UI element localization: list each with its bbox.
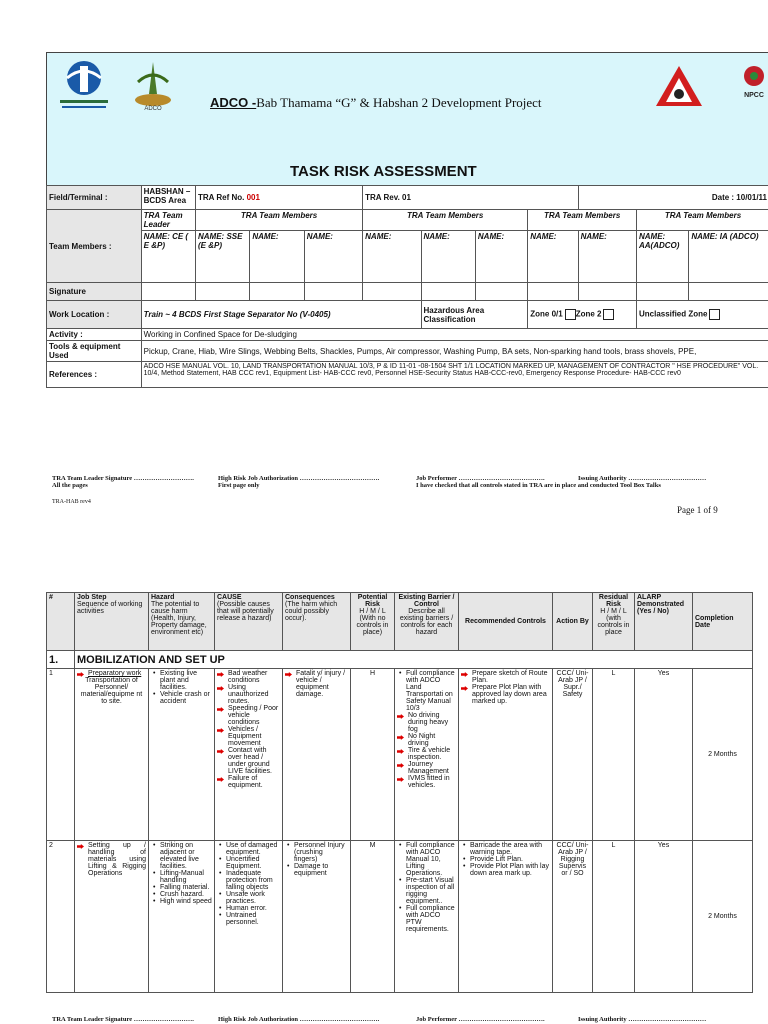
col-desc: (Possible causes that will potentially release a hazard): [217, 601, 274, 622]
alarp-cell: Yes: [635, 841, 693, 993]
list-item: • Use of damaged equipment.: [226, 842, 280, 856]
high-risk-authorization-line: High Risk Job Authorization ……………………………….: [218, 475, 380, 482]
project-name: Bab Thamama “G” & Habshan 2 Development Project: [256, 95, 542, 110]
list-item: • Striking on adjacent or elevated live facilities.: [160, 842, 212, 870]
hazard-cell: [149, 669, 215, 841]
col-title: Job Step: [77, 594, 107, 601]
team-members-header-3: TRA Team Members: [528, 210, 637, 231]
job-performer-line: Job Performer ………………………………….: [416, 475, 545, 482]
signature-cell[interactable]: [363, 283, 421, 301]
field-label: Field/Terminal :: [47, 186, 142, 210]
company-logo: [52, 58, 116, 120]
team-name-cell: NAME: IA (ADCO): [689, 231, 768, 283]
list-item: • Personnel Injury (crushing fingers): [294, 842, 348, 863]
org-name: ADCO -: [210, 95, 257, 110]
team-name-cell: NAME:: [304, 231, 362, 283]
high-risk-authorization-line-2: High Risk Job Authorization ……………………………….: [218, 1016, 380, 1023]
col-header-existing-barrier: [395, 593, 459, 651]
col-title: ALARP Demonstrated (Yes / No): [637, 594, 685, 615]
list-item: • Pre-start Visual inspection of all rigging equipment..: [406, 877, 456, 905]
list-item: No Night driving: [408, 733, 456, 747]
job-step-cell: [75, 841, 149, 993]
tra-ref: [196, 186, 363, 210]
document-title: TASK RISK ASSESSMENT: [290, 163, 477, 180]
col-header-consequences: [283, 593, 351, 651]
job-step-desc: Transportation of Personnel/ material/equipme nt to site.: [80, 677, 143, 705]
list-item: • Lifting-Manual handling: [160, 870, 212, 884]
col-header-completion: [693, 593, 753, 651]
action-by-cell: CCC/ Uni-Arab JP / Supr./ Safety: [553, 669, 593, 841]
zone-01-checkbox[interactable]: [565, 309, 576, 320]
zone-01-label: Zone 0/1: [530, 309, 563, 319]
barrier-cell: [395, 669, 459, 841]
signature-cell[interactable]: [689, 283, 768, 301]
first-page-note: First page only: [218, 482, 260, 489]
team-name-cell: NAME:: [578, 231, 636, 283]
row-number: 2: [47, 841, 75, 993]
tra-ref-label: TRA Ref No.: [198, 193, 245, 202]
completion-cell: 2 Months: [693, 669, 753, 841]
col-title: Hazard: [151, 594, 175, 601]
list-item: Contact with over head / under ground LIVE facilities.: [228, 747, 280, 775]
field-value: HABSHAN – BCDS Area: [141, 186, 195, 210]
team-members-header-1: TRA Team Members: [196, 210, 363, 231]
zone-2-checkbox[interactable]: [603, 309, 614, 320]
work-location-label: Work Location :: [47, 301, 142, 329]
signature-cell[interactable]: [475, 283, 527, 301]
unclassified-zone: [637, 301, 768, 329]
svg-text:NPCC: NPCC: [744, 92, 764, 99]
signature-cell[interactable]: [250, 283, 304, 301]
zone-options: [528, 301, 637, 329]
row-number: 1: [47, 669, 75, 841]
col-desc: (The harm which could possibly occur).: [285, 601, 338, 622]
npcc-logo: [739, 64, 768, 100]
col-desc: H / M / L (with controls in place: [597, 608, 630, 636]
alarp-cell: Yes: [635, 669, 693, 841]
team-name-cell: NAME: SSE (E &P): [196, 231, 250, 283]
page-number: Page 1 of 9: [677, 505, 718, 515]
action-by-cell: CCC/ Uni-Arab JP / Rigging Supervis or / SO: [553, 841, 593, 993]
col-title: Action By: [556, 618, 589, 625]
col-title: Completion Date: [695, 614, 734, 629]
adco-logo: [130, 58, 176, 112]
completion-cell: 2 Months: [693, 841, 753, 993]
list-item: • Full compliance with ADCO Land Transportati on Safety Manual 10/3: [406, 670, 456, 712]
col-desc: H / M / L (With no controls in place): [356, 608, 389, 636]
col-header-residual-risk: [593, 593, 635, 651]
col-title: Consequences: [285, 594, 335, 601]
recommended-cell: [459, 669, 553, 841]
list-item: Vehicles / Equipment movement: [228, 726, 280, 747]
list-item: • Vehicle crash or accident: [160, 691, 212, 705]
col-header-hazard: [149, 593, 215, 651]
tra-ref-value: 001: [246, 193, 260, 202]
potential-risk-cell: M: [351, 841, 395, 993]
form-code: TRA-HAB rev4: [52, 499, 91, 505]
activity-value: Working in Confined Space for De-sludging: [141, 329, 768, 341]
team-members-label: Team Members :: [47, 210, 142, 283]
tra-rev: TRA Rev. 01: [363, 186, 578, 210]
consequences-cell: [283, 841, 351, 993]
list-item: Using unauthorized routes.: [228, 684, 280, 705]
col-desc: Describe all existing barriers / controls for each hazard: [399, 608, 454, 636]
consequences-cell: [283, 669, 351, 841]
col-header-alarp: [635, 593, 693, 651]
zone-2-label: Zone 2: [575, 309, 602, 319]
team-name-cell: NAME: AA(ADCO): [637, 231, 689, 283]
list-item: • Barricade the area with warning tape.: [470, 842, 550, 856]
signature-cell[interactable]: [421, 283, 475, 301]
list-item: No driving during heavy fog: [408, 712, 456, 733]
list-item: Bad weather conditions: [228, 670, 280, 684]
job-step-cell: [75, 669, 149, 841]
references-value: ADCO HSE MANUAL VOL. 10, LAND TRANSPORTATION MANUAL 10/3, P & ID 11-01 -08-1504 SHT 1/1 LOCATION MARKED UP, MANAGEMENT OF CONTRACTOR " HSE PROCEDURE" VOL. 10/4, Method Statement, HAB CCC rev1, Equipment List- HAB-CCC rev0, Personnel HSE-Security Status HAB-CCC-rev0, Emergency Response Procedure- HAB-CCC rev0: [141, 362, 768, 388]
list-item: • Untrained personnel.: [226, 912, 280, 926]
col-title: Existing Barrier / Control: [398, 594, 455, 608]
signature-cell[interactable]: [578, 283, 636, 301]
leader-signature-line: TRA Team Leader Signature ……………………….: [52, 475, 194, 482]
table-row: [47, 841, 753, 993]
list-item: • Falling material.: [160, 884, 212, 891]
barrier-cell: [395, 841, 459, 993]
list-item: • Provide Lift Plan.: [470, 856, 550, 863]
signature-cell[interactable]: [304, 283, 362, 301]
hazard-cell: [149, 841, 215, 993]
list-item: Tire & vehicle inspection.: [408, 747, 456, 761]
col-header-cause: [215, 593, 283, 651]
team-name-cell: NAME:: [421, 231, 475, 283]
signature-label: Signature: [47, 283, 142, 301]
team-name-cell: NAME:: [363, 231, 421, 283]
all-pages-note: All the pages: [52, 482, 88, 489]
list-item: Fatalit y/ injury / vehicle / equipment damage.: [296, 670, 348, 698]
project-title: [210, 95, 542, 111]
list-item: Failure of equipment.: [228, 775, 280, 789]
list-item: • Crush hazard.: [160, 891, 212, 898]
job-performer-line-2: Job Performer ………………………………….: [416, 1016, 545, 1023]
unclassified-zone-checkbox[interactable]: [709, 309, 720, 320]
signature-cell[interactable]: [528, 283, 578, 301]
residual-risk-cell: L: [593, 669, 635, 841]
team-name-cell: NAME:: [250, 231, 304, 283]
list-item: Speeding / Poor vehicle conditions: [228, 705, 279, 726]
col-header-job-step: [75, 593, 149, 651]
table-row: [47, 669, 753, 841]
hazardous-area-label: Hazardous Area Classification: [421, 301, 528, 329]
signature-cell[interactable]: [637, 283, 689, 301]
list-item: • High wind speed: [160, 898, 212, 905]
col-title: CAUSE: [217, 594, 242, 601]
list-item: Prepare Plot Plan with approved lay down area marked up.: [472, 684, 550, 705]
team-members-header-2: TRA Team Members: [363, 210, 528, 231]
list-item: IVMS fitted in vehicles.: [408, 775, 456, 789]
tools-label: Tools & equipment Used: [47, 341, 142, 362]
tools-value: Pickup, Crane, Hiab, Wire Slings, Webbing Belts, Shackles, Pumps, Air compressor, Washing Pump, BA sets, Non-sparking hand tools, brass shovels, PPE,: [141, 341, 768, 362]
list-item: • Unsafe work practices.: [226, 891, 280, 905]
col-title: #: [49, 594, 53, 601]
signature-cell[interactable]: [141, 283, 195, 301]
list-item: Prepare sketch of Route Plan.: [472, 670, 550, 684]
signature-cell[interactable]: [196, 283, 250, 301]
tra-date: Date : 10/01/11: [578, 186, 768, 210]
team-name-cell: NAME: CE ( E &P): [141, 231, 195, 283]
svg-text:ADCO: ADCO: [144, 106, 162, 112]
col-desc: Sequence of working activities: [77, 601, 143, 615]
col-header-potential-risk: [351, 593, 395, 651]
cause-cell: [215, 841, 283, 993]
list-item: • Existing live plant and facilities.: [160, 670, 212, 691]
col-desc: The potential to cause harm (Health, Injury, Property damage, environment etc): [151, 601, 207, 636]
col-title: Residual Risk: [598, 594, 629, 608]
list-item: • Provide Plot Plan with lay down area mark up.: [470, 863, 550, 877]
col-header-recommended: [459, 593, 553, 651]
issuing-authority-line: Issuing Authority ………………………………: [578, 475, 707, 482]
potential-risk-cell: H: [351, 669, 395, 841]
checked-statement: I have checked that all controls stated in TRA are in place and conducted Tool Box Talks: [416, 482, 661, 489]
col-title: Potential Risk: [357, 594, 388, 608]
job-step-desc: Setting up / handling of materials using Lifting & Rigging Operations: [88, 842, 146, 877]
list-item: Journey Management: [408, 761, 456, 775]
job-step-title: Preparatory work: [88, 670, 142, 677]
list-item: • Uncertified Equipment.: [226, 856, 280, 870]
col-header-num: [47, 593, 75, 651]
risk-assessment-table: [46, 592, 753, 993]
col-title: Recommended Controls: [465, 618, 546, 625]
residual-risk-cell: L: [593, 841, 635, 993]
leader-signature-line-2: TRA Team Leader Signature ……………………….: [52, 1016, 194, 1023]
list-item: • Inadequate protection from falling objects: [226, 870, 280, 891]
unclassified-zone-label: Unclassified Zone: [639, 309, 708, 319]
list-item: • Human error.: [226, 905, 280, 912]
team-name-cell: NAME:: [475, 231, 527, 283]
cause-cell: [215, 669, 283, 841]
team-name-cell: NAME:: [528, 231, 578, 283]
team-members-header-4: TRA Team Members: [637, 210, 768, 231]
section-title: MOBILIZATION AND SET UP: [75, 651, 753, 669]
team-leader-header: TRA Team Leader: [141, 210, 195, 231]
list-item: • Damage to equipment: [294, 863, 348, 877]
tra-form-table: [46, 185, 768, 388]
activity-label: Activity :: [47, 329, 142, 341]
list-item: • Full compliance with ADCO PTW requirements.: [406, 905, 456, 933]
references-label: References :: [47, 362, 142, 388]
list-item: • Full compliance with ADCO Manual 10, Lifting Operations.: [406, 842, 456, 877]
work-location-value: Train ~ 4 BCDS First Stage Separator No (V-0405): [141, 301, 421, 329]
section-number: 1.: [47, 651, 75, 669]
recommended-cell: [459, 841, 553, 993]
issuing-authority-line-2: Issuing Authority ………………………………: [578, 1016, 707, 1023]
col-header-action-by: [553, 593, 593, 651]
ccc-logo: [654, 64, 704, 108]
